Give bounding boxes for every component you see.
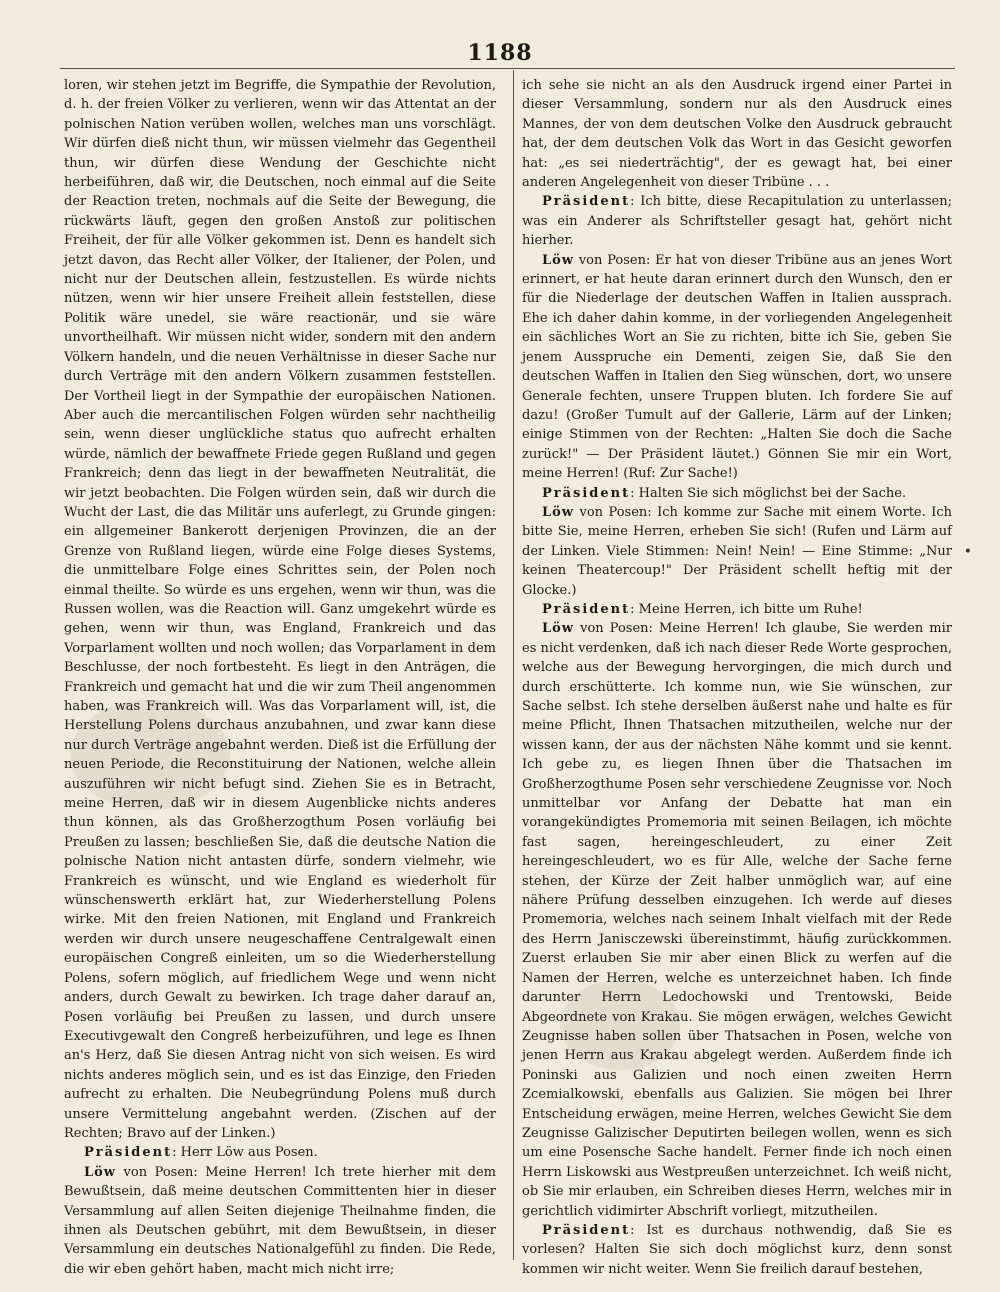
- paragraph-text: : Halten Sie sich möglichst bei der Sache.: [630, 485, 907, 501]
- margin-mark: •: [963, 544, 972, 560]
- speaker-name: Löw: [542, 252, 575, 268]
- paragraph-text: von Posen: Ich komme zur Sache mit einem Worte. Ich bitte Sie, meine Herren, erheben Sie sich! (Rufen und Lärm auf der Linken. Viele Stimmen: Nein! Nein! — Eine Stimme: „Nur keinen Theatercoup!" Der Präsident schellt heftig mit der Glocke.): [522, 504, 952, 598]
- speaker-name: Präsident: [542, 601, 631, 617]
- paragraph: [522, 600, 952, 619]
- paragraph: [64, 1143, 496, 1162]
- paragraph: [522, 619, 952, 1221]
- right-column: [522, 76, 952, 1279]
- paragraph-text: : Ist es durchaus nothwendig, daß Sie es vorlesen? Halten Sie sich doch möglichst kurz, denn sonst kommen wir nicht weiter. Wenn Sie freilich darauf bestehen,: [522, 1222, 952, 1277]
- header-rule: [60, 68, 955, 69]
- paragraph: [522, 1221, 952, 1279]
- paragraph: [64, 1163, 496, 1279]
- paragraph: [64, 76, 496, 1143]
- left-column: [64, 76, 496, 1279]
- column-divider: [513, 70, 514, 1260]
- paragraph-text: von Posen: Er hat von dieser Tribüne aus an jenes Wort erinnert, er hat heute daran erinnert durch den Wunsch, den er für die Niederlage der deutschen Waffen in Italien aussprach. Ehe ich daher dahin komme, in der vorliegenden Angelegenheit ein sächliches Wort an Sie zu richten, bitte ich Sie, geben Sie jenem Ausspruche ein Dementi, zeigen Sie, daß Sie den deutschen Waffen in Italien den Sieg wünschen, dort, wo unsere Generale fechten, unsere Truppen bluten. Ich fordere Sie auf dazu! (Großer Tumult auf der Gallerie, Lärm auf der Linken; einige Stimmen von der Rechten: „Halten Sie doch die Sache zurück!" — Der Präsident läutet.) Gönnen Sie mir ein Wort, meine Herren! (Ruf: Zur Sache!): [522, 252, 952, 482]
- paragraph-text: loren, wir stehen jetzt im Begriffe, die Sympathie der Revolution, d. h. der freien Völker zu verlieren, wenn wir das Attentat an der polnischen Nation verüben wollen, welches man uns vorschlägt. Wir dürfen dieß nicht thun, wir müssen vielmehr das Gegentheil thun, wir dürfen diese Wendung der Geschichte nicht herbeiführen, daß wir, die Deutschen, noch einmal auf die Seite der Reaction treten, nochmals auf die Seite der Bewegung, die rückwärts läuft, gegen den großen Anstoß zur politischen Freiheit, der für alle Völker gekommen ist. Denn es handelt sich jetzt davon, das Recht aller Völker, der Italiener, der Polen, und nicht nur der Deutschen allein, festzustellen. Es würde nichts nützen, wenn wir hier unsere Freiheit allein feststellen, diese Politik wäre unedel, sie wäre reactionär, und sie wäre unvortheilhaft. Wir müssen nicht wider, sondern mit den andern Völkern handeln, und die neuen Verhältnisse in dieser Sache nur durch Verträge mit den andern Völkern zusammen feststellen. Der Vortheil liegt in der Sympathie der europäischen Nationen. Aber auch die mercantilischen Folgen würden sehr nachtheilig sein, wenn dieser unglückliche status quo aufrecht erhalten würde, nämlich der bewaffnete Friede gegen Rußland und gegen Frankreich; denn das liegt in der bewaffneten Neutralität, die wir jetzt beobachten. Die Folgen würden sein, daß wir durch die Wucht der Last, die das Militär uns auferlegt, zu Grunde gingen: ein allgemeiner Bankerott derjenigen Provinzen, die an der Grenze von Rußland liegen, würde eine Folge dieses Systems, die unmittelbare Folge eines Schrittes sein, der Polen noch einmal theilte. So würde es uns ergehen, wenn wir thun, was die Russen wollen, was die Reaction will. Ganz umgekehrt würde es gehen, wenn wir thun, was England, Frankreich und das Vorparlament wollten und noch wollen; das Vorparlament in dem Beschlusse, der noch fortbesteht. Es liegt in den Anträgen, die Frankreich und gemacht hat und die wir zum Theil angenommen haben, was Frankreich will. Was das Vorparlament will, ist, die Herstellung Polens durchaus anzubahnen, und zwar kann diese nur durch Verträge angebahnt werden. Dieß ist die Erfüllung der neuen Periode, die Reconstituirung der Nationen, welche allein auszuführen wir nicht befugt sind. Ziehen Sie es in Betracht, meine Herren, daß wir in diesem Augenblicke nichts anderes thun können, als das Großherzogthum Posen vorläufig bei Preußen zu lassen; beschließen Sie, daß die deutsche Nation die polnische Nation nicht antasten dürfe, sondern vielmehr, wie Frankreich es wünscht, und wie England es wiederholt für wünschenswerth erklärt hat, zur Wiederherstellung Polens wirke. Mit den freien Nationen, mit England und Frankreich werden wir durch unsere neugeschaffene Centralgewalt einen europäischen Congreß einleiten, um so die Wiederherstellung Polens, sofern möglich, auf friedlichem Wege und wenn nicht anders, durch Gewalt zu bewirken. Ich trage daher darauf an, Posen vorläufig bei Preußen zu lassen, und durch unsere Executivgewalt den Congreß herbeizuführen, und lege es Ihnen an's Herz, daß Sie diesen Antrag nicht von sich weisen. Es wird nichts anderes möglich sein, und es ist das Einzige, den Frieden aufrecht zu erhalten. Die Neubegründung Polens muß durch unsere Vermittelung angebahnt werden. (Zischen auf der Rechten; Bravo auf der Linken.): [64, 78, 496, 1141]
- speaker-name: Präsident: [84, 1145, 173, 1161]
- paragraph: [522, 192, 952, 250]
- speaker-name: Löw: [542, 504, 575, 520]
- speaker-name: Präsident: [542, 1222, 631, 1238]
- speaker-name: Präsident: [542, 485, 631, 501]
- paragraph: [522, 503, 952, 600]
- page-number: 1188: [467, 40, 533, 66]
- speaker-name: Löw: [542, 621, 575, 637]
- paragraph-text: von Posen: Meine Herren! Ich glaube, Sie werden mir es nicht verdenken, daß ich nach dieser Rede Worte gesprochen, welche aus der Bewegung hervorgingen, die mich durch und durch erschütterte. Ich komme nun, wie Sie wünschen, zur Sache selbst. Ich stehe derselben äußerst nahe und halte es für meine Pflicht, Ihnen Thatsachen mitzutheilen, welche nur der wissen kann, der aus der nächsten Nähe kommt und sie kennt. Ich gebe zu, es liegen Ihnen über die Thatsachen im Großherzogthume Posen sehr verschiedene Zeugnisse vor. Noch unmittelbar vor Anfang der Debatte hat man ein vorangekündigtes Promemoria mit seinen Beilagen, ich möchte fast sagen, hereingeschleudert, zu einer Zeit hereingeschleudert, wo es für Alle, welche der Sache ferne stehen, der Kürze der Zeit halber unmöglich war, auf eine nähere Prüfung desselben einzugehen. Ich werde auf dieses Promemoria, welches nach seinem Inhalt vielfach mit der Rede des Herrn Janisczewski übereinstimmt, häufig zurückkommen. Zuerst erlauben Sie mir aber einen Blick zu werfen auf die Namen der Herren, welche es unterzeichnet haben. Ich finde darunter Herrn Ledochowski und Trentowski, Beide Abgeordnete von Krakau. Sie mögen erwägen, welches Gewicht Zeugnisse haben sollen über Thatsachen in Posen, welche von jenen Herrn aus Krakau abgelegt werden. Außerdem finde ich Poninski aus Galizien und noch einen zweiten Herrn Zcemialkowski, ebenfalls aus Galizien. Sie mögen bei Ihrer Entscheidung erwägen, meine Herren, welches Gewicht Sie dem Zeugnisse Galizischer Deputirten beilegen wollen, wenn es sich um eine Posensche Sache handelt. Ferner finde ich noch einen Herrn Liskowski aus Westpreußen unterzeichnet. Ich weiß nicht, ob Sie mir erlauben, ein Schreiben dieses Herrn, welches mir in gerichtlich vidimirter Abschrift vorliegt, mitzutheilen.: [522, 621, 952, 1219]
- paragraph-text: ich sehe sie nicht an als den Ausdruck irgend einer Partei in dieser Versammlung, sondern nur als den Ausdruck eines Mannes, der von dem deutschen Volke den Ausdruck gebraucht hat, der dem deutschen Volk das Wort in das Gesicht geworfen hat: „es sei niederträchtig", der es gewagt hat, bei einer anderen Angelegenheit von dieser Tribüne . . .: [522, 78, 952, 191]
- paragraph-text: : Herr Löw aus Posen.: [172, 1145, 318, 1161]
- paragraph-text: : Ich bitte, diese Recapitulation zu unterlassen; was ein Anderer als Schriftsteller gesagt hat, gehört nicht hierher.: [522, 194, 952, 249]
- paragraph-text: : Meine Herren, ich bitte um Ruhe!: [630, 601, 863, 617]
- speaker-name: Präsident: [542, 194, 631, 210]
- paragraph: [522, 76, 952, 192]
- speaker-name: Löw: [84, 1164, 117, 1180]
- paragraph: [522, 251, 952, 484]
- paragraph: [522, 484, 952, 503]
- paragraph-text: von Posen: Meine Herren! Ich trete hierher mit dem Bewußtsein, daß meine deutschen Committenten hier in dieser Versammlung auf allen Seiten diejenige Theilnahme finden, die ihnen als Deutschen gebührt, mit dem Bewußtsein, in dieser Versammlung ein deutsches Nationalgefühl zu finden. Die Rede, die wir eben gehört haben, macht mich nicht irre;: [64, 1164, 496, 1277]
